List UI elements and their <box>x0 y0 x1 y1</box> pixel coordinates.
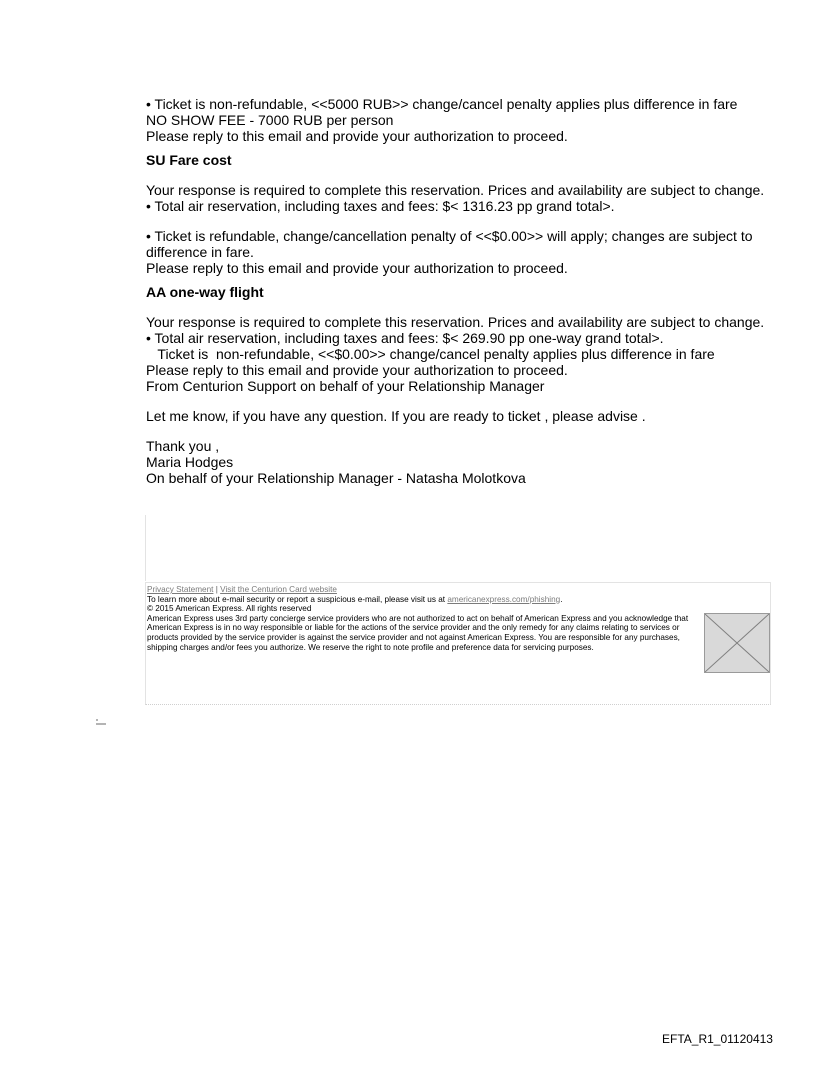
aa-penalty-line: Ticket is non-refundable, <<$0.00>> change/cancel penalty applies plus difference in fare <box>146 346 715 362</box>
spacer-area <box>145 515 772 581</box>
small-mark-icon <box>96 717 106 725</box>
thanks-line: Thank you , <box>146 438 220 454</box>
signature-name: Maria Hodges <box>146 454 234 470</box>
email-footer: Privacy Statement | Visit the Centurion Card website To learn more about e-mail security or report a suspicious e-mail, please visit us at americanexpress.com/phishing. © 2015 American Express. All rights reserved American Express uses 3rd party concierge service providers who are not authorized to act on behalf of American Express and you acknowledge that American Express is in no way responsible or liable for the actions of the service provider and the only remedy for any claims relating to services or products provided by the service provider is against the service provider and not against American Express. You are responsible for any purchases, shipping charges and/or fees you authorize. We reserve the right to note profile and preference data for servicing purposes. <box>145 582 771 705</box>
su-refundable-line: • Ticket is refundable, change/cancellation penalty of <<$0.00>> will apply; changes are subject to <box>146 228 753 244</box>
aa-flight-heading: AA one-way flight <box>146 284 264 300</box>
document-id: EFTA_R1_01120413 <box>662 1032 773 1046</box>
su-total-line: • Total air reservation, including taxes and fees: $< 1316.23 pp grand total>. <box>146 198 615 214</box>
broken-image-placeholder <box>704 613 770 673</box>
security-text: To learn more about e-mail security or report a suspicious e-mail, please visit us at <box>147 594 446 604</box>
penalty-line: • Ticket is non-refundable, <<5000 RUB>> change/cancel penalty applies plus difference in fare <box>146 96 738 112</box>
aa-reply-line: Please reply to this email and provide your authorization to proceed. <box>146 362 568 378</box>
image-placeholder-icon <box>705 614 769 672</box>
su-response-line: Your response is required to complete this reservation. Prices and availability are subject to change. <box>146 182 765 198</box>
link-separator: | <box>215 585 218 594</box>
copyright-text: © 2015 American Express. All rights reserved <box>147 604 312 614</box>
email-body <box>146 96 776 486</box>
question-line: Let me know, if you have any question. If you are ready to ticket , please advise . <box>146 408 646 424</box>
su-fare-heading: SU Fare cost <box>146 152 232 168</box>
privacy-statement-link[interactable]: Privacy Statement <box>147 585 214 594</box>
aa-response-line: Your response is required to complete this reservation. Prices and availability are subject to change. <box>146 314 765 330</box>
disclaimer-text: American Express uses 3rd party concierge service providers who are not authorized to act on behalf of American Express and you acknowledge that American Express is in no way responsible or liable for the actions of the service provider and the only remedy for any claims relating to services or products provided by the service provider is against the service provider and not against American Express. You are responsible for any purchases, shipping charges and/or fees you authorize. We reserve the right to note profile and preference data for servicing purposes. <box>147 613 689 652</box>
centurion-website-link[interactable]: Visit the Centurion Card website <box>220 585 337 594</box>
su-difference-line: difference in fare. <box>146 244 254 260</box>
signature-behalf: On behalf of your Relationship Manager - Natasha Molotkova <box>146 470 526 486</box>
no-show-fee-line: NO SHOW FEE - 7000 RUB per person <box>146 112 394 128</box>
su-reply-line: Please reply to this email and provide your authorization to proceed. <box>146 260 568 276</box>
phishing-link[interactable]: americanexpress.com/phishing <box>447 594 561 604</box>
aa-total-line: • Total air reservation, including taxes and fees: $< 269.90 pp one-way grand total>. <box>146 330 664 346</box>
aa-from-line: From Centurion Support on behalf of your Relationship Manager <box>146 378 545 394</box>
reply-line: Please reply to this email and provide your authorization to proceed. <box>146 128 568 144</box>
